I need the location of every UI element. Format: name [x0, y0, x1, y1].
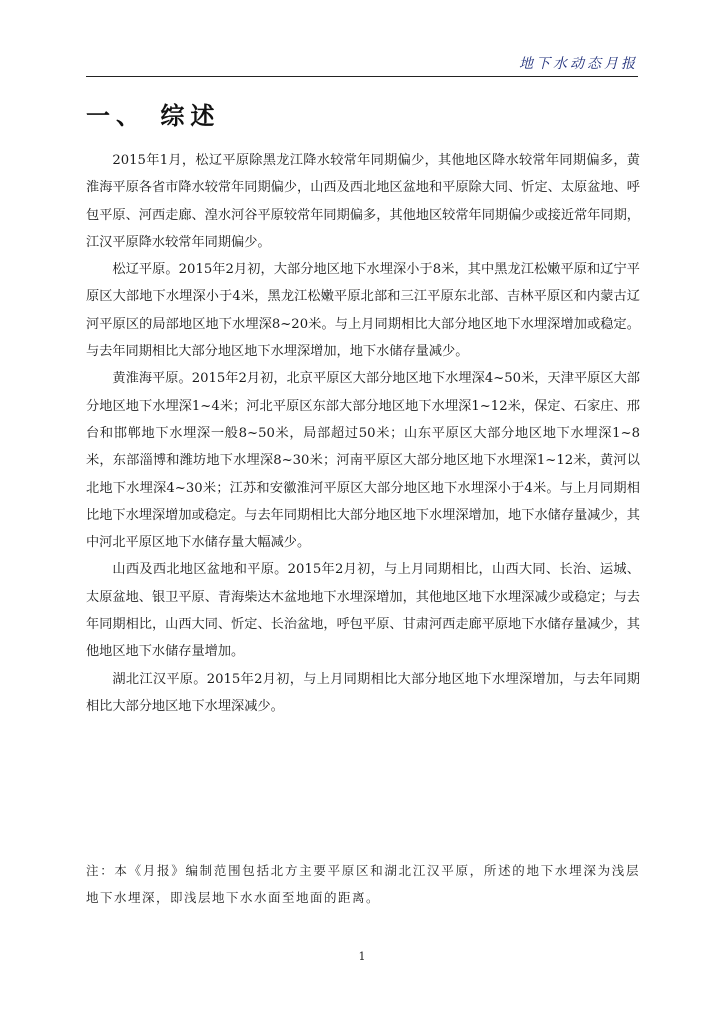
paragraph-precipitation: 2015年1月，松辽平原除黑龙江降水较常年同期偏少，其他地区降水较常年同期偏多，黄淮海平原各省市降水较常年同期偏少，山西及西北地区盆地和平原除大同、忻定、太原盆地、呼包平原、河西走廊、湟水河谷平原较常年同期偏多，其他地区较常年同期偏少或接近常年同期，江汉平原降水较常年同期偏少。 [86, 153, 640, 250]
page-header-title: 地下水动态月报 [519, 56, 638, 72]
page-number: 1 [358, 950, 366, 963]
paragraph-shanxi-northwest: 山西及西北地区盆地和平原。2015年2月初，与上月同期相比，山西大同、长治、运城、太原盆地、银卫平原、青海柴达木盆地地下水埋深增加，其他地区地下水埋深减少或稳定；与去年同期相比，山西大同、忻定、长治盆地，呼包平原、甘肃河西走廊平原地下水储存量减少，其他地区地下水储存量增加。 [86, 562, 640, 660]
footnote-text: 注：本《月报》编制范围包括北方主要平原区和湖北江汉平原，所述的地下水埋深为浅层地下水埋深，即浅层地下水水面至地面的距离。 [86, 863, 640, 905]
header-rule [86, 76, 638, 77]
footnote [86, 857, 640, 911]
paragraph-huanghuaihai: 黄淮海平原。2015年2月初，北京平原区大部分地区地下水埋深4~50米，天津平原区大部分地区地下水埋深1~4米；河北平原区东部大部分地区地下水埋深1~12米，保定、石家庄、邢台和邯郸地下水埋深一般8~50米，局部超过50米；山东平原区大部分地区地下水埋深1~8米，东部淄博和潍坊地下水埋深8~30米；河南平原区大部分地区地下水埋深1~12米，黄河以北地下水埋深4~30米；江苏和安徽淮河平原区大部分地区地下水埋深小于4米。与上月同期相比地下水埋深增加或稳定。与去年同期相比大部分地区地下水埋深增加，地下水储存量减少，其中河北平原区地下水储存量大幅减少。 [86, 371, 640, 551]
body-text [86, 147, 640, 720]
paragraph-songliao: 松辽平原。2015年2月初，大部分地区地下水埋深小于8米，其中黑龙江松嫩平原和辽宁平原区大部地下水埋深小于4米，黑龙江松嫩平原北部和三江平原东北部、吉林平原区和内蒙古辽河平原区的局部地区地下水埋深8~20米。与上月同期相比大部分地区地下水埋深增加或稳定。与去年同期相比大部分地区地下水埋深增加，地下水储存量减少。 [86, 262, 640, 360]
section-heading: 一、 综述 [86, 102, 221, 130]
paragraph-jianghan: 湖北江汉平原。2015年2月初，与上月同期相比大部分地区地下水埋深增加，与去年同期相比大部分地区地下水埋深减少。 [86, 671, 640, 714]
